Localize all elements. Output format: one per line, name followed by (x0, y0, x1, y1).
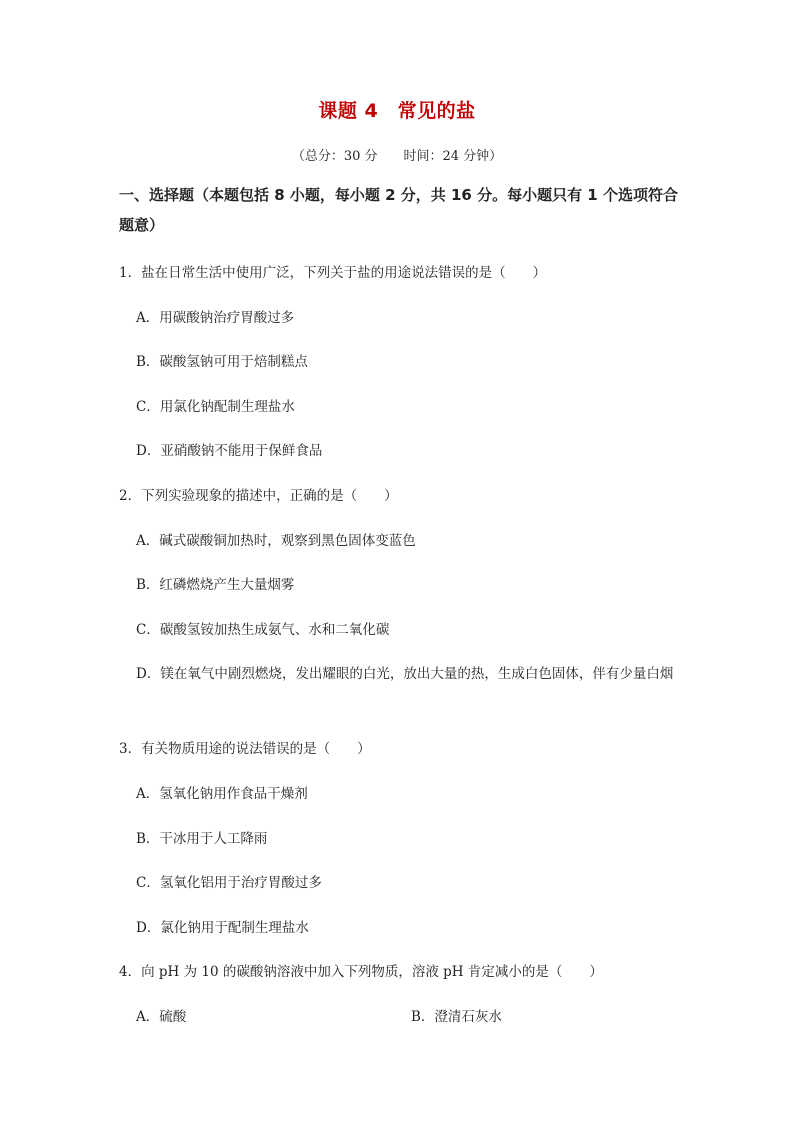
question-1-option-c: C．用氯化钠配制生理盐水 (136, 399, 295, 415)
question-1-option-b: B．碳酸氢钠可用于焙制糕点 (136, 354, 308, 370)
question-3-option-c: C．氢氧化铝用于治疗胃酸过多 (136, 875, 322, 891)
question-4-option-b: B．澄清石灰水 (411, 1009, 502, 1025)
question-4-option-a: A．硫酸 (136, 1009, 187, 1025)
question-3-stem: 3．有关物质用途的说法错误的是（ ） (119, 741, 371, 757)
question-1-option-a: A．用碳酸钠治疗胃酸过多 (136, 310, 295, 326)
question-2-stem: 2．下列实验现象的描述中，正确的是（ ） (119, 488, 398, 504)
page-title: 课题 4 常见的盐 (318, 100, 476, 122)
question-2-option-c: C．碳酸氢铵加热生成氨气、水和二氧化碳 (136, 622, 390, 638)
question-2-option-d: D．镁在氧气中剧烈燃烧，发出耀眼的白光，放出大量的热，生成白色固体，伴有少量白烟 (136, 666, 674, 682)
question-2-option-a: A．碱式碳酸铜加热时，观察到黑色固体变蓝色 (136, 533, 416, 549)
question-1-stem: 1．盐在日常生活中使用广泛，下列关于盐的用途说法错误的是（ ） (119, 265, 547, 281)
question-1-option-d: D．亚硝酸钠不能用于保鲜食品 (136, 443, 323, 459)
score-time-info: （总分：30 分 时间：24 分钟） (291, 149, 503, 164)
question-3-option-a: A．氢氧化钠用作食品干燥剂 (136, 786, 308, 802)
question-3-option-b: B．干冰用于人工降雨 (136, 831, 268, 847)
question-2-option-b: B．红磷燃烧产生大量烟雾 (136, 577, 295, 593)
section-heading: 一、选择题（本题包括 8 小题，每小题 2 分，共 16 分。每小题只有 1 个选项符合题意） (119, 186, 678, 234)
question-4-stem: 4．向 pH 为 10 的碳酸钠溶液中加入下列物质，溶液 pH 肯定减小的是（ ） (119, 964, 603, 980)
question-3-option-d: D．氯化钠用于配制生理盐水 (136, 920, 309, 936)
